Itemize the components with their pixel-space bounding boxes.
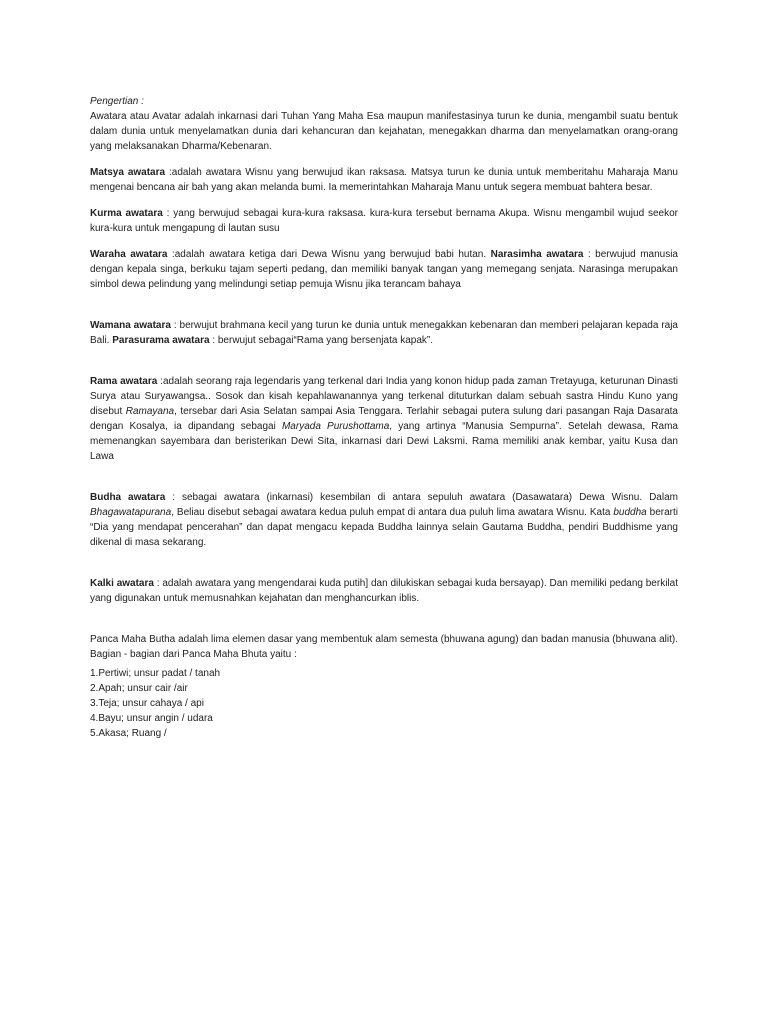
waraha-paragraph: Waraha awatara :adalah awatara ketiga dari Dewa Wisnu yang berwujud babi hutan. Narasimha awatara : berwujud manusia dengan kepala singa, berkuku tajam seperti pedang, dan memiliki banyak tangan yang memegang senjata. Narasinga merupakan simbol dewa pelindung yang melindungi setiap pemuja Wisnu jika terancam bahaya <box>90 249 678 290</box>
kalki-paragraph: Kalki awatara : adalah awatara yang mengendarai kuda putih] dan dilukiskan sebagai kuda bersayap). Dan memiliki pedang berkilat yang digunakan untuk memusnahkan kejahatan dan menghancurkan iblis. <box>90 578 678 604</box>
kurma-paragraph: Kurma awatara : yang berwujud sebagai kura-kura raksasa. kura-kura tersebut bernama Akupa. Wisnu mengambil wujud seekor kura-kura untuk mengapung di lautan susu <box>90 208 678 234</box>
wamana-paragraph: Wamana awatara : berwujut brahmana kecil yang turun ke dunia untuk menegakkan kebenaran dan memberi pelajaran kepada raja Bali. Parasurama awatara : berwujut sebagai“Rama yang bersenjata kapak”. <box>90 320 678 346</box>
matsya-term: Matsya awatara <box>90 167 166 178</box>
narasimha-term: Narasimha awatara <box>490 249 584 260</box>
panca-paragraph: Panca Maha Butha adalah lima elemen dasar yang membentuk alam semesta (bhuwana agung) dan badan manusia (bhuwana alit). Bagian - bagian dari Panca Maha Bhuta yaitu : <box>90 634 678 660</box>
wamana-term: Wamana awatara <box>90 320 171 331</box>
kalki-term: Kalki awatara <box>90 578 154 589</box>
matsya-paragraph: Matsya awatara :adalah awatara Wisnu yang berwujud ikan raksasa. Matsya turun ke dunia untuk memberitahu Maharaja Manu mengenai bencana air bah yang akan melanda bumi. Ia memerintahkan Maharaja Manu untuk segera membuat bahtera besar. <box>90 167 678 193</box>
budha-paragraph: Budha awatara : sebagai awatara (inkarnasi) kesembilan di antara sepuluh awatara (Dasawatara) Dewa Wisnu. Dalam Bhagawatapurana, Beliau disebut sebagai awatara kedua puluh empat di antara dua puluh lima awatara Wisnu. Kata buddha berarti “Dia yang mendapat pencerahan” dan dapat mengacu kepada Buddha lainnya selain Gautama Buddha, pendiri Buddhisme yang dikenal di masa sekarang. <box>90 492 678 548</box>
list-item: 2.Apah; unsur cair /air <box>90 683 188 694</box>
panca-list <box>90 666 678 741</box>
kurma-term: Kurma awatara <box>90 208 163 219</box>
intro-paragraph: Awatara atau Avatar adalah inkarnasi dari Tuhan Yang Maha Esa maupun manifestasinya turun ke dunia, mengambil suatu bentuk dalam dunia untuk menyelamatkan dunia dari kehancuran dan kejahatan, menegakkan dharma dan menyelamatkan orang-orang yang melaksanakan Dharma/Kebenaran. <box>90 111 678 152</box>
list-item: 5.Akasa; Ruang / <box>90 728 167 739</box>
document-page <box>90 94 678 741</box>
budha-term: Budha awatara <box>90 492 166 503</box>
section-heading: Pengertian : <box>90 96 144 107</box>
parasurama-term: Parasurama awatara <box>112 335 210 346</box>
rama-paragraph: Rama awatara :adalah seorang raja legendaris yang terkenal dari India yang konon hidup pada zaman Tretayuga, keturunan Dinasti Surya atau Suryawangsa.. Sosok dan kisah kepahlawanannya yang terkenal dituturkan dalam sebuah sastra Hindu Kuno yang disebut Ramayana, tersebar dari Asia Selatan sampai Asia Tenggara. Terlahir sebagai putera sulung dari pasangan Raja Dasarata dengan Kosalya, ia dipandang sebagai Maryada Purushottama, yang artinya “Manusia Sempurna”. Setelah dewasa, Rama memenangkan sayembara dan beristerikan Dewi Sita, inkarnasi dari Dewi Laksmi. Rama memiliki anak kembar, yaitu Kusa dan Lawa <box>90 376 679 462</box>
list-item: 1.Pertiwi; unsur padat / tanah <box>90 668 221 679</box>
list-item: 4.Bayu; unsur angin / udara <box>90 713 213 724</box>
rama-term: Rama awatara <box>90 376 158 387</box>
waraha-term: Waraha awatara <box>90 249 168 260</box>
list-item: 3.Teja; unsur cahaya / api <box>90 698 204 709</box>
